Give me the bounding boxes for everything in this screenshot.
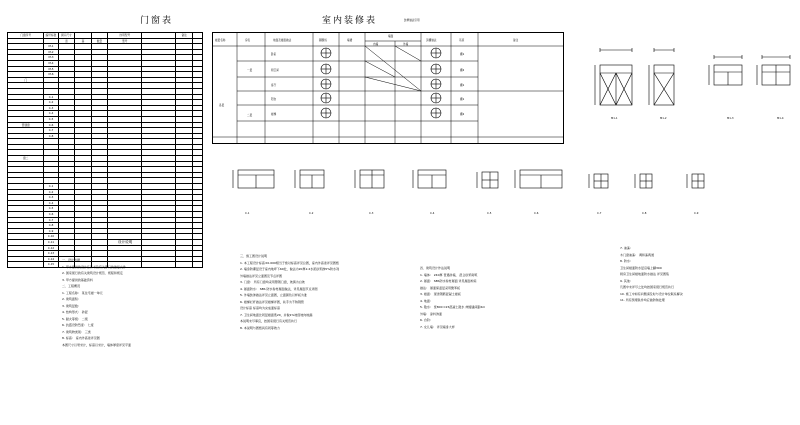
finish-table <box>212 32 564 144</box>
dw-cell: 门 <box>8 77 44 83</box>
finish-header-room: 房名 <box>245 39 251 42</box>
notes-line: 3. 甲方提供的基础资料 <box>62 277 93 282</box>
dw-cell <box>176 262 193 268</box>
dw-cell: C-5 <box>44 206 58 212</box>
finish-table-grid <box>213 33 563 143</box>
notes-line: 5. 耐火等级： 二级 <box>62 316 88 321</box>
notes-line: 3. 建筑层数： <box>62 303 81 308</box>
notes-line: 10. 施工中如有问题请及时与设计单位联系解决 <box>620 291 683 296</box>
notes-line: 8. 标高： 室内外高差详见图 <box>62 336 100 340</box>
dw-cell: C-1 <box>44 94 58 100</box>
elevation-mid-label-4: C-5 <box>487 212 492 215</box>
notes-section-head: 一、设计依据 <box>62 258 81 262</box>
notes-line: 9. 其他： <box>620 278 633 283</box>
finish-code-0: 棚1 <box>460 53 465 56</box>
notes-line: 6. 台阶： <box>420 318 433 322</box>
finish-room-2: 客厅 <box>271 84 277 87</box>
notes-line: 3. 楼面： 现浇钢筋混凝土楼板 <box>420 292 461 296</box>
dw-cell: M-5 <box>44 66 58 72</box>
notes-line: 厨房卫生间楼地面防水做法 详见图集 <box>620 272 669 276</box>
dw-cell: 选用型号 <box>108 33 142 39</box>
finish-room-1: 厨卫间 <box>271 69 279 72</box>
finish-table-subtitle: 装修做法引用 <box>404 19 420 22</box>
dw-cell <box>8 262 44 268</box>
notes-section-head: 四、建筑设计作法说明 <box>420 266 451 270</box>
finish-group-label: 各层 <box>219 104 225 107</box>
finish-code-4: 棚2 <box>460 113 465 116</box>
finish-room-0: 卧室 <box>271 53 277 56</box>
finish-header-remark: 备注 <box>513 39 519 42</box>
dw-cell: 编号标准 <box>45 33 57 37</box>
notes-line: 11. 所有预埋铁件均应做防锈处理 <box>620 298 665 302</box>
dw-cell: M-1 <box>44 44 58 50</box>
finish-room-3: 阳台 <box>271 98 277 101</box>
notes-col-1 <box>62 257 131 348</box>
elevation-mid-label-7: C-8 <box>642 212 647 215</box>
dw-cell: M-3 <box>44 55 58 61</box>
dw-cell: C-8 <box>44 223 58 229</box>
elevation-top-label-2: M1-3 <box>727 117 734 120</box>
notes-line: 2. 屋面： SBS防水卷材屋面 详见屋面构造 <box>420 279 477 283</box>
finish-floor-2: 二层 <box>247 114 253 117</box>
notes-line: 本说明未尽事宜，按国家现行有关规范执行 <box>240 319 298 323</box>
dw-cell: C-4 <box>44 200 58 206</box>
elevation-mid-label-2: C-3 <box>369 212 374 215</box>
notes-line: 设计标高 标高均为完成面标高 <box>240 306 280 310</box>
dw-cell <box>193 262 203 268</box>
door-window-table-title: 门窗表 <box>140 16 174 26</box>
notes-col-4 <box>620 245 683 304</box>
dw-cell: C-4 <box>44 111 58 117</box>
notes-title-underline <box>112 245 146 246</box>
dw-cell: C-2 <box>44 100 58 106</box>
notes-line: 8. 本说明与图纸具有同等效力 <box>240 325 280 330</box>
finish-code-1: 棚2 <box>460 69 465 72</box>
finish-header-floor-method: 地面及楼面做法 <box>273 39 292 42</box>
elevation-mid-label-5: C-6 <box>534 212 539 215</box>
dw-cell: C-13 <box>44 251 58 257</box>
finish-header-ceiling: 顶棚做法 <box>426 39 437 42</box>
finish-table-title: 室内装修表 <box>322 16 378 26</box>
notes-col-3 <box>420 265 485 330</box>
notes-line: 7. 油漆： <box>620 246 633 250</box>
notes-line: 2. 建筑面积： <box>62 297 81 301</box>
dw-cell: 数量 <box>91 38 108 44</box>
notes-line: 木门窗油漆： 调和漆两道 <box>620 252 654 257</box>
elevation-mid-label-0: C-1 <box>245 212 250 215</box>
door-window-table <box>7 32 203 268</box>
notes-line: 1. 工程名称： 某住宅楼一单元 <box>62 290 103 295</box>
notes-line: 5. 外墙装饰做法详见立面图，立面颜色以样板为准 <box>240 293 307 297</box>
finish-header-wall: 墙面 <box>388 35 394 38</box>
notes-section-head: 二、工程概况 <box>62 284 81 288</box>
elevation-top-label-3: M1-4 <box>777 117 784 120</box>
dw-cell: C-11 <box>44 239 58 245</box>
notes-line: 7. 卫生间地面比同层楼面低20，并做1%坡度坡向地漏 <box>240 312 313 317</box>
dw-cell: C-5 <box>44 116 58 122</box>
finish-header-wall-inner: 内墙 <box>373 42 379 46</box>
dw-cell: C-1 <box>44 184 58 190</box>
elevation-mid-label-8: C-9 <box>694 212 699 215</box>
notes-line: 6. 楼梯栏杆做法详见楼梯详图，扶手为不锈钢管 <box>240 299 304 304</box>
notes-line: 6. 抗震设防烈度： 七度 <box>62 323 94 327</box>
finish-header-wall-outer: 外墙 <box>403 42 409 46</box>
notes-title: 设计说明 <box>118 240 133 244</box>
finish-header-dado: 墙裙 <box>347 39 353 42</box>
elevation-mid-label-6: C-7 <box>597 212 602 215</box>
dw-cell: C-9 <box>44 228 58 234</box>
notes-line: 卫生间楼面防水层沿墙上翻300 <box>620 265 662 270</box>
dw-cell: 洞口尺寸 <box>58 33 75 39</box>
finish-floor-1: 一层 <box>247 69 253 72</box>
elevation-mid-label-3: C-4 <box>430 212 435 215</box>
notes-line: 8. 防水： <box>620 259 633 263</box>
elevation-mid-label-1: C-2 <box>309 212 314 215</box>
dw-cell: 门窗序号 <box>8 33 44 39</box>
dw-cell: 高 <box>75 38 92 44</box>
dw-cell: C-6 <box>44 122 58 128</box>
window-elevations <box>228 160 728 220</box>
dw-cell: C-12 <box>44 245 58 251</box>
notes-line: 凡图中未详尽之处均按国家现行规范执行 <box>620 285 675 289</box>
finish-header-suspended: 吊顶 <box>459 39 465 42</box>
notes-line: 1. 墙体： 240厚 普通砖墙， 混合砂浆砌筑 <box>420 272 478 277</box>
notes-line: 3. 门窗： 所有门窗均采用塑钢门窗，玻璃为白玻 <box>240 280 305 284</box>
notes-line: 2. 国家现行的有关建筑设计规范、规程和规定 <box>62 271 123 275</box>
door-elevations <box>590 45 795 125</box>
finish-header-skirting: 踢脚线 <box>319 39 327 42</box>
notes-line: 本图尺寸以毫米计，标高以米计，墙体厚度详见平面 <box>62 342 132 347</box>
notes-line: 1. 甲方提供的设计任务书及有关部门的批复文件 <box>62 264 126 269</box>
dw-cell: C-14 <box>44 256 58 262</box>
notes-line: 外墙： 涂料饰面 <box>420 311 442 316</box>
notes-line: 4. 屋面防水： SBS 防水卷材屋面做法，详见屋面节点详图 <box>240 286 318 291</box>
dw-cell <box>142 262 176 268</box>
elevation-top-label-1: M1-2 <box>660 117 667 120</box>
dw-cell: M-2 <box>44 49 58 55</box>
dw-cell: 型号 <box>108 38 142 44</box>
dw-cell: M-4 <box>44 60 58 66</box>
dw-cell: C-3 <box>44 195 58 201</box>
finish-code-2: 棚1 <box>460 84 465 87</box>
dw-cell: C-7 <box>44 128 58 134</box>
dw-cell: C-15 <box>44 262 58 268</box>
notes-line: 7. 建筑物类别： 三类 <box>62 329 91 334</box>
notes-section-head: 三、施工图设计说明 <box>240 254 268 258</box>
notes-line: 7. 女儿墙： 详见墙身大样 <box>420 324 455 329</box>
dw-cell: C-6 <box>44 212 58 218</box>
finish-room-4: 楼梯 <box>271 113 277 116</box>
dw-cell: 窗二 <box>8 156 44 162</box>
notes-line: 外墙做法详见立面图及节点详图 <box>240 273 283 278</box>
notes-col-2 <box>240 253 339 331</box>
notes-line: 做法： 屋面保温层采用聚苯板 <box>420 285 460 290</box>
finish-code-3: 棚1 <box>460 98 465 101</box>
dw-cell: M-6 <box>44 72 58 78</box>
notes-line: 4. 地面： <box>420 298 433 303</box>
notes-line: 1. 本工程设计标高±0.000相当于绝对标高详见总图，室内外高差详见图纸 <box>240 260 339 265</box>
dw-cell: 宽 <box>58 38 75 44</box>
finish-header-floor: 楼层名称 <box>215 39 226 42</box>
dw-cell: 普通窗 <box>8 122 44 128</box>
notes-line: 5. 散水： 宽800 C15混凝土散水 伸缩缝间距6m <box>420 305 486 309</box>
notes-line: 2. 墙身防潮层设于室内地坪下60处，做法为20厚1:2水泥砂浆掺5%防水剂 <box>240 267 340 271</box>
dw-cell: C-2 <box>44 189 58 195</box>
elevation-top-label-0: M1-1 <box>611 117 618 120</box>
dw-cell: C-8 <box>44 133 58 139</box>
dw-cell: C-3 <box>44 105 58 111</box>
dw-cell: C-7 <box>44 217 58 223</box>
dw-cell: 备注 <box>176 33 193 39</box>
notes-line: 4. 结构形式： 砖混 <box>62 310 88 314</box>
dw-cell: C-10 <box>44 234 58 240</box>
